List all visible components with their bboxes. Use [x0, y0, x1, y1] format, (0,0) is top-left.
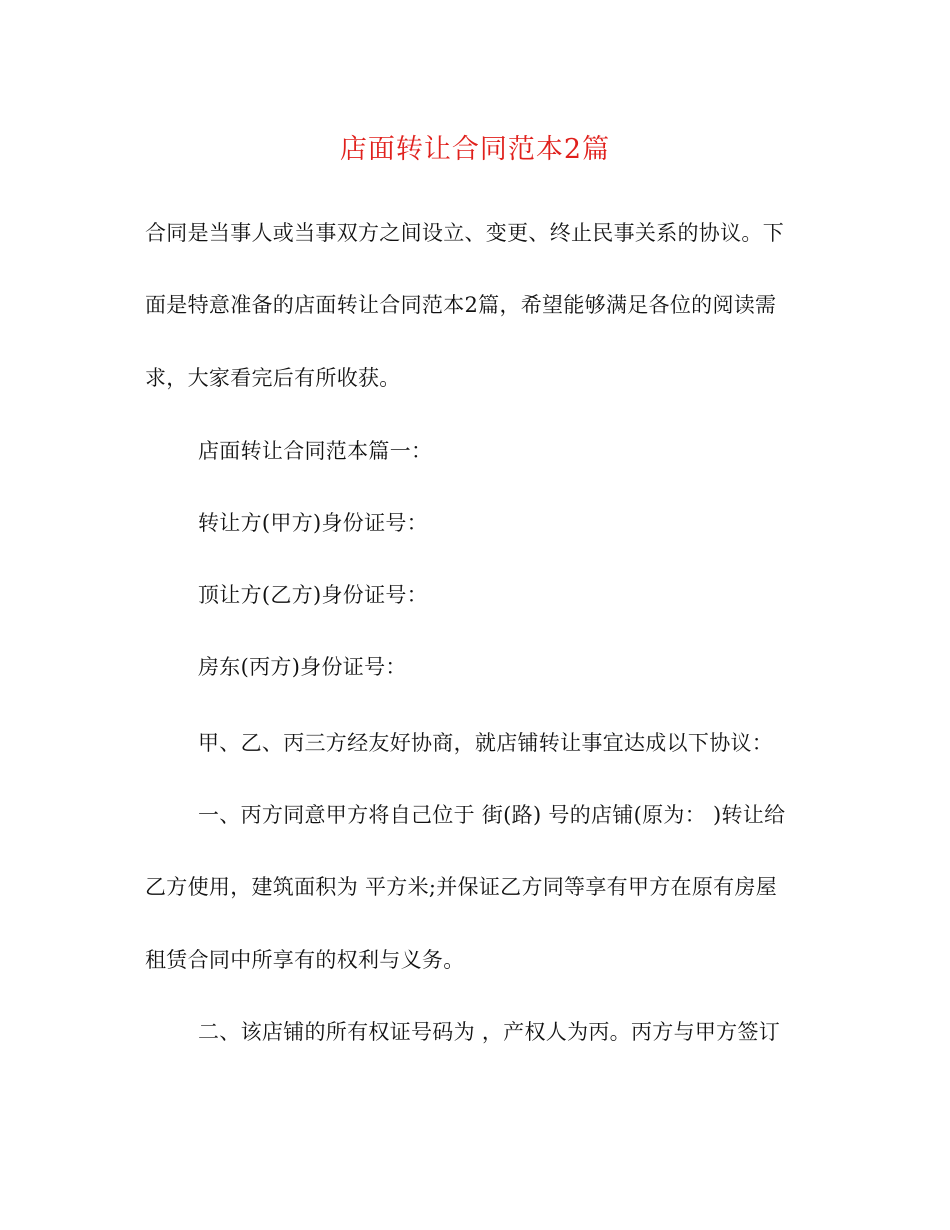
transferee-id-line: 顶让方(乙方)身份证号： [198, 583, 428, 607]
transferor-id-line: 转让方(甲方)身份证号： [198, 511, 428, 535]
clause-2-line-1: 二、该店铺的所有权证号码为 ，产权人为丙。丙方与甲方签订 [198, 1020, 781, 1044]
clause-1-line-1: 一、丙方同意甲方将自己位于 街(路) 号的店铺(原为： )转让给 [198, 803, 786, 827]
intro-line-3: 求，大家看完后有所收获。 [145, 366, 401, 390]
landlord-id-line: 房东(丙方)身份证号： [198, 655, 407, 679]
intro-line-1: 合同是当事人或当事双方之间设立、变更、终止民事关系的协议。下 [145, 221, 784, 245]
section-heading-1: 店面转让合同范本篇一： [198, 439, 433, 463]
intro-line-2: 面是特意准备的店面转让合同范本2篇，希望能够满足各位的阅读需 [145, 293, 777, 317]
agreement-preamble: 甲、乙、丙三方经友好协商，就店铺转让事宜达成以下协议： [198, 731, 774, 755]
document-title: 店面转让合同范本2篇 [339, 134, 611, 165]
clause-1-line-3: 租赁合同中所享有的权利与义务。 [145, 948, 465, 972]
clause-1-line-2: 乙方使用，建筑面积为 平方米;并保证乙方同等享有甲方在原有房屋 [145, 875, 778, 899]
